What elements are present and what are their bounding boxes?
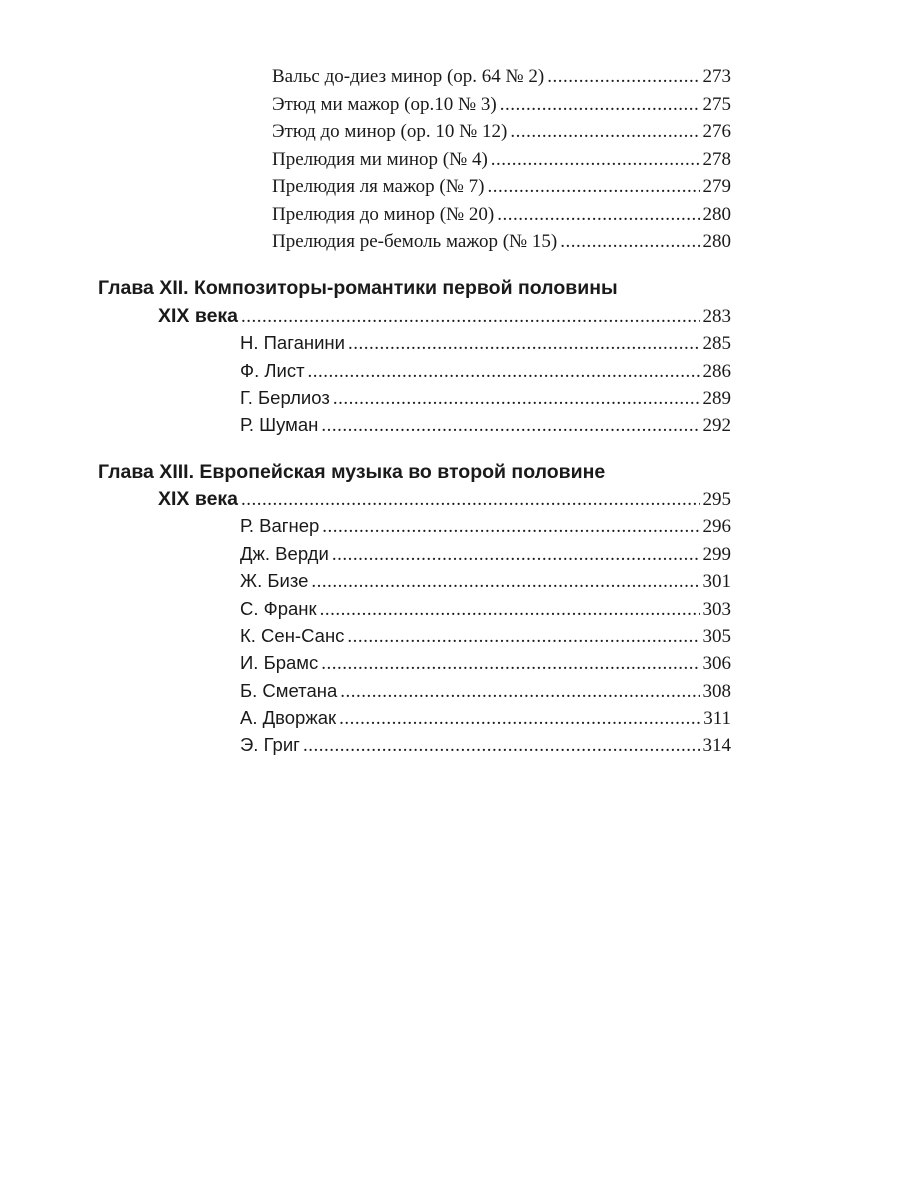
toc-entry[interactable] xyxy=(240,411,731,439)
toc-entry-page: 296 xyxy=(702,516,731,537)
toc-entry-title: Прелюдия до минор (№ 20) xyxy=(272,204,495,225)
toc-entry-title: Н. Паганини xyxy=(240,332,345,353)
toc-entry[interactable] xyxy=(240,649,731,677)
toc-entry[interactable] xyxy=(272,201,731,229)
dot-leader xyxy=(348,330,700,358)
toc-entry-page: 285 xyxy=(702,333,731,354)
dot-leader xyxy=(322,513,699,541)
chapter-heading-line2: XIX века xyxy=(158,488,239,510)
toc-entry[interactable] xyxy=(240,731,731,759)
toc-entry[interactable] xyxy=(272,146,731,174)
toc-entry-title: Прелюдия ля мажор (№ 7) xyxy=(272,176,485,197)
toc-entry-page: 280 xyxy=(702,204,731,225)
chapter-heading-continuation[interactable] xyxy=(158,302,731,330)
toc-entry[interactable] xyxy=(240,595,731,623)
dot-leader xyxy=(303,732,700,760)
dot-leader xyxy=(311,568,699,596)
toc-entry-page: 301 xyxy=(702,571,731,592)
dot-leader xyxy=(500,91,700,119)
toc-entry-title: К. Сен-Санс xyxy=(240,625,345,646)
dot-leader xyxy=(487,173,699,201)
chapter-heading-continuation[interactable] xyxy=(158,485,731,513)
dot-leader xyxy=(320,596,700,624)
toc-entry-page: 273 xyxy=(702,66,731,87)
toc-entry-page: 289 xyxy=(702,388,731,409)
toc-entry-page: 314 xyxy=(702,735,731,756)
dot-leader xyxy=(321,650,699,678)
toc-entry-title: Б. Сметана xyxy=(240,680,338,701)
dot-leader xyxy=(491,146,700,174)
toc-entry[interactable] xyxy=(272,173,731,201)
toc-entry-page: 306 xyxy=(702,653,731,674)
toc-entry-title: Г. Берлиоз xyxy=(240,387,330,408)
toc-entry[interactable] xyxy=(240,622,731,650)
toc-entry[interactable] xyxy=(240,567,731,595)
dot-leader xyxy=(333,385,700,413)
toc-entry-page: 278 xyxy=(702,149,731,170)
toc-entry[interactable] xyxy=(240,512,731,540)
dot-leader xyxy=(547,63,699,91)
dot-leader xyxy=(241,303,699,331)
toc-entry[interactable] xyxy=(240,677,731,705)
toc-entry-page: 303 xyxy=(702,599,731,620)
chapter-page: 295 xyxy=(702,489,731,510)
toc-entry-title: Этюд до минор (ор. 10 № 12) xyxy=(272,121,508,142)
dot-leader xyxy=(510,118,699,146)
toc-entry[interactable] xyxy=(240,384,731,412)
toc-entry-page: 292 xyxy=(702,415,731,436)
chapter-heading-line2: XIX века xyxy=(158,305,239,327)
toc-entry[interactable] xyxy=(272,91,731,119)
toc-entry-title: А. Дворжак xyxy=(240,707,337,728)
toc-entry[interactable] xyxy=(272,118,731,146)
toc-entry-title: Ж. Бизе xyxy=(240,570,309,591)
toc-entry-page: 299 xyxy=(702,544,731,565)
toc-entry-page: 286 xyxy=(702,361,731,382)
toc-entry-title: Дж. Верди xyxy=(240,543,329,564)
toc-entry-title: Ф. Лист xyxy=(240,360,305,381)
toc-entry-title: Р. Вагнер xyxy=(240,515,320,536)
toc-entry-page: 279 xyxy=(702,176,731,197)
dot-leader xyxy=(497,201,699,229)
toc-entry-page: 276 xyxy=(702,121,731,142)
toc-entry[interactable] xyxy=(240,357,731,385)
dot-leader xyxy=(321,412,699,440)
chapter-heading[interactable]: Глава XII. Композиторы-романтики первой половины xyxy=(98,277,618,299)
dot-leader xyxy=(340,678,699,706)
toc-entry[interactable] xyxy=(272,228,731,256)
dot-leader xyxy=(308,358,700,386)
toc-entry-page: 308 xyxy=(702,681,731,702)
toc-entry-title: Вальс до-диез минор (ор. 64 № 2) xyxy=(272,66,545,87)
toc-entry-title: Этюд ми мажор (ор.10 № 3) xyxy=(272,94,497,115)
toc-entry[interactable] xyxy=(272,63,731,91)
toc-entry-title: И. Брамс xyxy=(240,652,319,673)
toc-entry[interactable] xyxy=(240,540,731,568)
toc-entry-title: Р. Шуман xyxy=(240,414,319,435)
dot-leader xyxy=(332,541,700,569)
toc-entry-title: С. Франк xyxy=(240,598,317,619)
toc-entry-page: 275 xyxy=(702,94,731,115)
toc-entry-page: 311 xyxy=(703,708,731,729)
dot-leader xyxy=(241,486,699,514)
chapter-page: 283 xyxy=(702,306,731,327)
toc-entry-title: Э. Григ xyxy=(240,734,300,755)
toc-entry-page: 305 xyxy=(702,626,731,647)
toc-entry[interactable] xyxy=(240,704,731,732)
dot-leader xyxy=(347,623,699,651)
chapter-heading[interactable]: Глава XIII. Европейская музыка во второй половине xyxy=(98,461,606,483)
dot-leader xyxy=(560,228,699,256)
toc-entry-title: Прелюдия ми минор (№ 4) xyxy=(272,149,488,170)
dot-leader xyxy=(339,705,700,733)
toc-entry[interactable] xyxy=(240,329,731,357)
toc-entry-title: Прелюдия ре-бемоль мажор (№ 15) xyxy=(272,231,558,252)
toc-entry-page: 280 xyxy=(702,231,731,252)
